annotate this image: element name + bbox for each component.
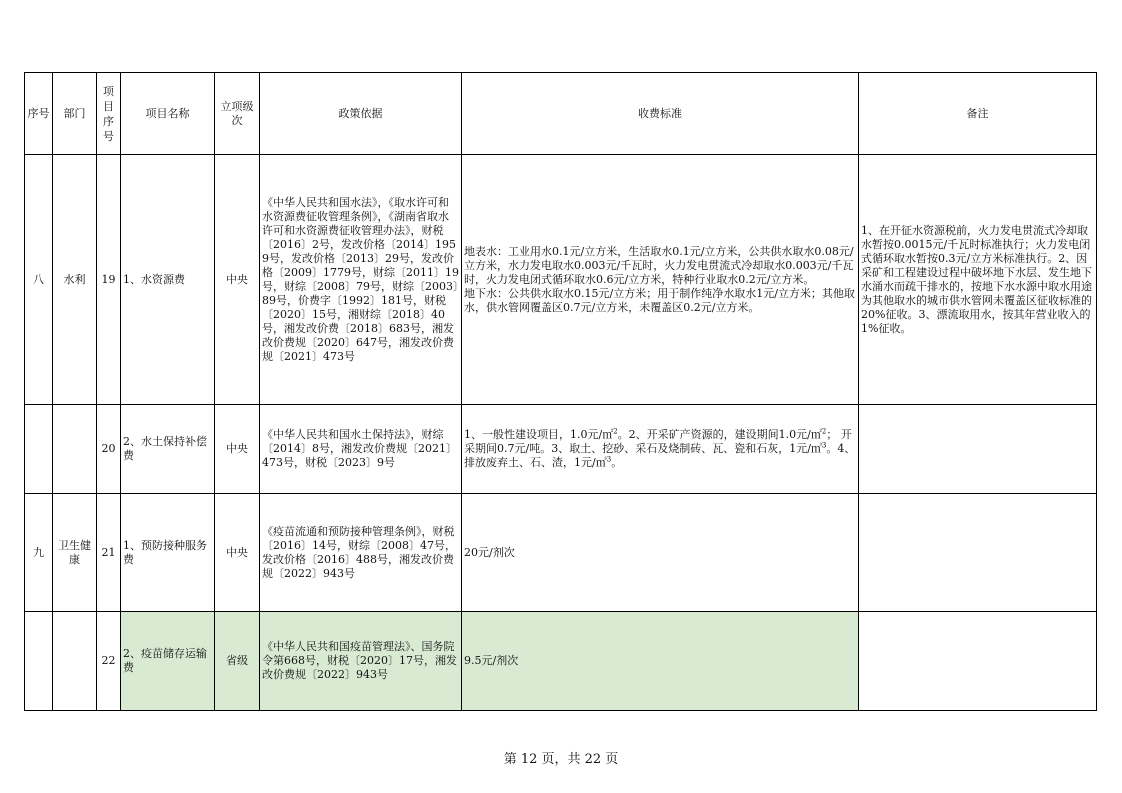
row-seq: 八 (25, 155, 53, 405)
col-item-name: 项目名称 (121, 73, 215, 155)
row-policy: 《中华人民共和国疫苗管理法》、国务院令第668号，财税〔2020〕17号，湘发改价费规〔2022〕943号 (260, 612, 462, 711)
col-standard: 收费标准 (462, 73, 859, 155)
row-seq: 九 (25, 494, 53, 612)
col-level: 立项级次 (215, 73, 260, 155)
row-standard (462, 155, 859, 405)
row-standard (462, 405, 859, 494)
row-dept (53, 612, 97, 711)
std-part-e: 。 (611, 456, 623, 469)
table-row (25, 405, 1097, 494)
col-note: 备注 (859, 73, 1097, 155)
row-note (859, 405, 1097, 494)
row-policy: 《疫苗流通和预防接种管理条例》，财税〔2016〕14号，财综〔2008〕47号，发改价格〔2016〕488号，湘发改价费规〔2022〕943号 (260, 494, 462, 612)
sup-square: 2 (613, 427, 618, 436)
row-standard: 9.5元/剂次 (462, 612, 859, 711)
row-seq (25, 405, 53, 494)
row-dept (53, 405, 97, 494)
row-policy: 《中华人民共和国水土保持法》，财综〔2014〕8号，湘发改价费规〔2021〕473号，财税〔2023〕9号 (260, 405, 462, 494)
row-note (859, 494, 1097, 612)
std-part-a: 1、一般性建设项目，1.0元/㎡ (464, 428, 614, 441)
std-part-b: 。2、开采矿产资源的，建设期间1.0元/㎡ (617, 428, 822, 441)
fee-table (24, 72, 1097, 711)
col-policy: 政策依据 (260, 73, 462, 155)
row-seq (25, 612, 53, 711)
row-item-no: 22 (97, 612, 121, 711)
col-seq: 序号 (25, 73, 53, 155)
std-part-d: 。4、排放废弃土、石、渣，1元/㎥ (464, 442, 856, 469)
standard-surface-water: 地表水：工业用水0.1元/立方米，生活取水0.1元/立方米，公共供水取水0.08元/立方米，水力发电取水0.003元/千瓦时，火力发电贯流式冷却取水0.003元/千瓦时，火力发电闭式循环取水0.6元/立方米，特种行业取水0.2元/立方米。 (464, 244, 854, 286)
row-dept: 水利 (53, 155, 97, 405)
table-row (25, 155, 1097, 405)
row-policy: 《中华人民共和国水法》，《取水许可和水资源费征收管理条例》，《湖南省取水许可和水资源费征收管理办法》，财税〔2016〕2号，发改价格〔2014〕1959号，发改价格〔2013〕29号，发改价格〔2009〕1779号，财综〔2011〕19号，财综〔2008〕79号，财综〔2003〕89号，价费字〔1992〕181号，财税〔2020〕15号，湘财综〔2018〕40号，湘发改价费〔2018〕683号，湘发改价费规〔2020〕647号，湘发改价费规〔2021〕473号 (260, 155, 462, 405)
row-item-no: 21 (97, 494, 121, 612)
std-part-c: ； 开采期间0.7元/吨。3、取土、挖砂、采石及烧制砖、瓦、瓷和石灰，1元/㎥ (464, 428, 852, 455)
sup-square: 2 (821, 427, 827, 436)
row-item-name: 2、水土保持补偿费 (121, 405, 215, 494)
header-row (25, 73, 1097, 155)
col-dept: 部门 (53, 73, 97, 155)
row-dept: 卫生健康 (53, 494, 97, 612)
col-item-no: 项目序号 (97, 73, 121, 155)
row-standard: 20元/剂次 (462, 494, 859, 612)
row-item-name: 1、预防接种服务费 (121, 494, 215, 612)
standard-ground-water: 地下水：公共供水取水0.15元/立方米；用于制作纯净水取水1元/立方米；其他取水，供水管网覆盖区0.7元/立方米，未覆盖区0.2元/立方米。 (464, 286, 855, 314)
row-item-name: 2、疫苗储存运输费 (121, 612, 215, 711)
row-item-no: 20 (97, 405, 121, 494)
row-level: 中央 (215, 155, 260, 405)
row-level: 中央 (215, 405, 260, 494)
page-number: 第 12 页，共 22 页 (503, 752, 619, 767)
row-level: 中央 (215, 494, 260, 612)
table-row (25, 612, 1097, 711)
row-item-name: 1、水资源费 (121, 155, 215, 405)
row-note: 1、在开征水资源税前，火力发电贯流式冷却取水暂按0.0015元/千瓦时标准执行；火力发电闭式循环取水暂按0.3元/立方米标准执行。2、因采矿和工程建设过程中破坏地下水层、发生地下水涌水而疏干排水的，按地下水水源中取水用途为其他取水的城市供水管网未覆盖区征收标准的20%征收。3、漂流取用水，按其年营业收入的1%征收。 (859, 155, 1097, 405)
sup-cube: 3 (821, 441, 827, 450)
table-row (25, 494, 1097, 612)
row-item-no: 19 (97, 155, 121, 405)
row-note (859, 612, 1097, 711)
row-level: 省级 (215, 612, 260, 711)
sup-cube: 3 (606, 455, 612, 464)
